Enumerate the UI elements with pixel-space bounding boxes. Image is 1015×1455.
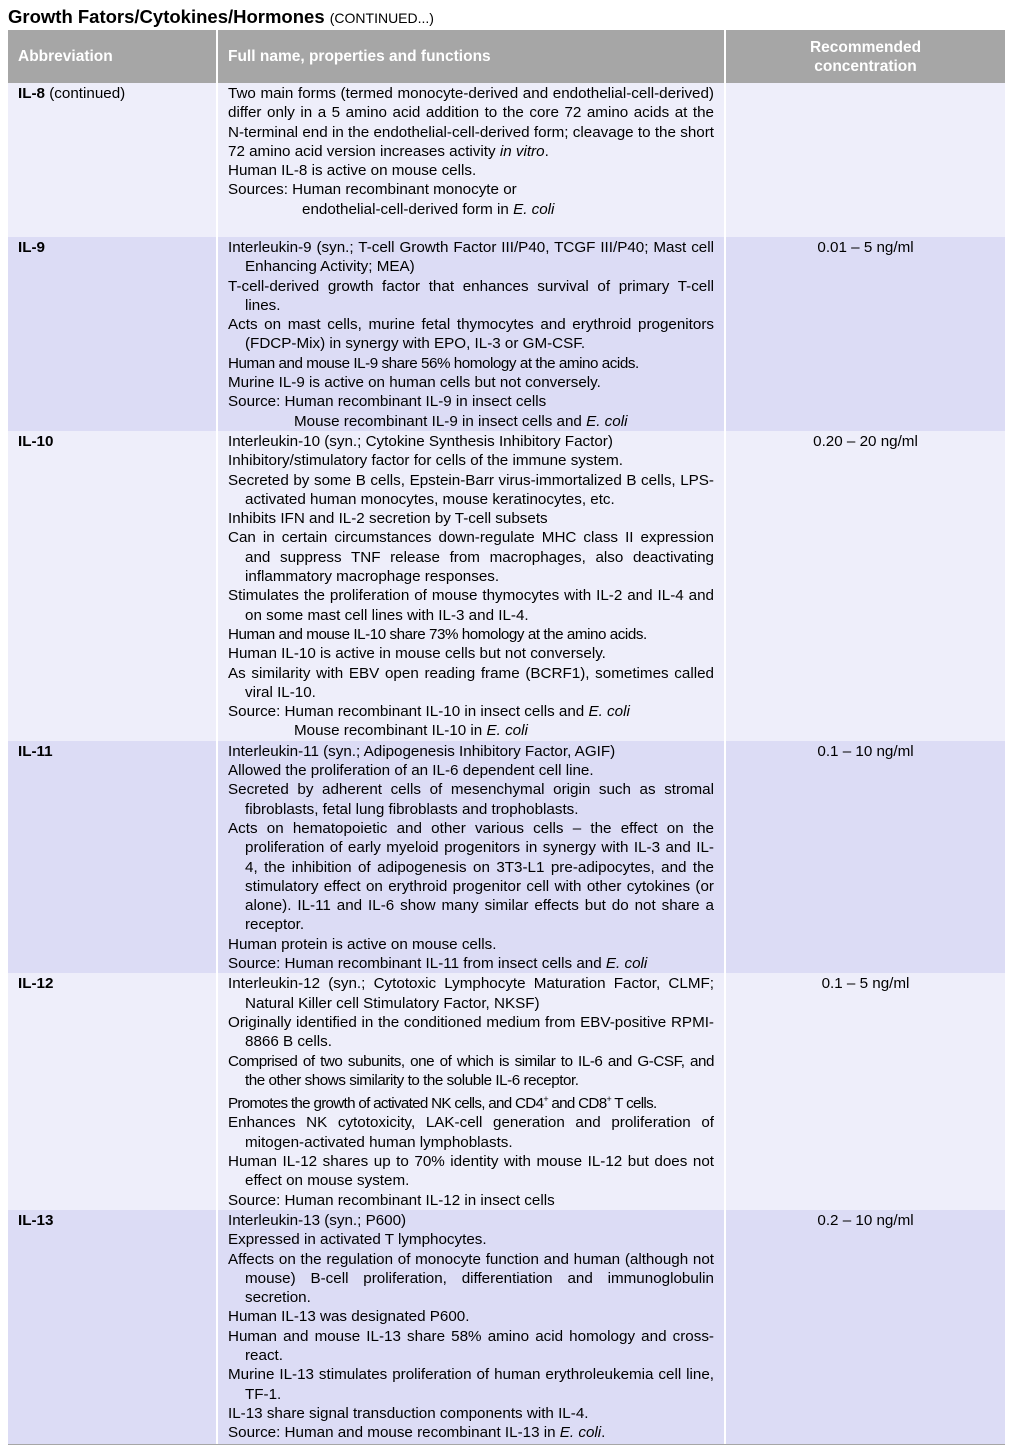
- concentration-cell: [725, 83, 1005, 237]
- description-cell: Interleukin-9 (syn.; T-cell Growth Factor III/P40, TCGF III/P40; Mast cell Enhancing Activity; MEA) T-cell-derived growth factor that enhances survival of primary T-cell lines. Acts on mast cells, murine fetal thymocytes and erythroid progenitors (FDCP-Mix) in synergy with EPO, IL-3 or GM-CSF. Human and mouse IL-9 share 56% homology at the amino acids. Murine IL-9 is active on human cells but not conversely. Source: Human recombinant IL-9 in insect cells Mouse recombinant IL-9 in insect cells and E. coli: [217, 237, 725, 431]
- table-row: [8, 431, 1005, 741]
- abbreviation-cell: IL-12: [8, 973, 217, 1210]
- description-cell: Interleukin-12 (syn.; Cytotoxic Lymphocyte Maturation Factor, CLMF; Natural Killer cell Stimulatory Factor, NKSF) Originally identified in the conditioned medium from EBV-positive RPMI-8866 B cells. Comprised of two subunits, one of which is similar to IL-6 and G-CSF, and the other shows similarity to the soluble IL-6 receptor. Promotes the growth of activated NK cells, and CD4+ and CD8+ T cells. Enhances NK cytotoxicity, LAK-cell generation and proliferation of mitogen-activated human lymphoblasts. Human IL-12 shares up to 70% identity with mouse IL-12 but does not effect on mouse system. Source: Human recombinant IL-12 in insect cells: [217, 973, 725, 1210]
- page-title: Growth Fators/Cytokines/Hormones: [8, 6, 325, 27]
- table-row: [8, 83, 1005, 237]
- description-cell: Interleukin-11 (syn.; Adipogenesis Inhibitory Factor, AGIF) Allowed the proliferation of an IL-6 dependent cell line. Secreted by adherent cells of mesenchymal origin such as stromal fibroblasts, fetal lung fibroblasts and trophoblasts. Acts on hematopoietic and other various cells – the effect on the proliferation of early myeloid progenitors in synergy with IL-3 and IL-4, the inhibition of adipogenesis on 3T3-L1 pre-adipocytes, and the stimulatory effect on erythroid progenitor cell with other cytokines (or alone). IL-11 and IL-6 show many similar effects but do not share a receptor. Human protein is active on mouse cells. Source: Human recombinant IL-11 from insect cells and E. coli: [217, 741, 725, 974]
- page-subtitle: (CONTINUED...): [329, 10, 434, 26]
- table-header-row: [8, 30, 1005, 83]
- header-abbreviation: Abbreviation: [8, 30, 217, 83]
- table-row: [8, 741, 1005, 974]
- description-cell: Interleukin-13 (syn.; P600) Expressed in activated T lymphocytes. Affects on the regulation of monocyte function and human (although not mouse) B-cell proliferation, differentiation and immunoglobulin secretion. Human IL-13 was designated P600. Human and mouse IL-13 share 58% amino acid homology and cross-react. Murine IL-13 stimulates proliferation of human erythroleukemia cell line, TF-1. IL-13 share signal transduction components with IL-4. Source: Human and mouse recombinant IL-13 in E. coli.: [217, 1210, 725, 1444]
- abbreviation-cell: IL-9: [8, 237, 217, 431]
- header-recommended-concentration: Recommended concentration: [725, 30, 1005, 83]
- bottom-divider: [8, 1444, 1005, 1445]
- abbreviation-cell: IL-13: [8, 1210, 217, 1444]
- concentration-cell: 0.01 – 5 ng/ml: [725, 237, 1005, 431]
- concentration-cell: 0.2 – 10 ng/ml: [725, 1210, 1005, 1444]
- page-heading: [8, 6, 434, 28]
- table-row: [8, 237, 1005, 431]
- concentration-cell: 0.20 – 20 ng/ml: [725, 431, 1005, 741]
- concentration-cell: 0.1 – 10 ng/ml: [725, 741, 1005, 974]
- description-cell: Two main forms (termed monocyte-derived and endothelial-cell-derived) differ only in a 5 amino acid addition to the core 72 amino acids at the N-terminal end in the endothelial-cell-derived form; cleavage to the short 72 amino acid version increases activity in vitro. Human IL-8 is active on mouse cells. Sources: Human recombinant monocyte or endothelial-cell-derived form in E. coli: [217, 83, 725, 237]
- concentration-cell: 0.1 – 5 ng/ml: [725, 973, 1005, 1210]
- abbreviation-cell: IL-10: [8, 431, 217, 741]
- abbreviation-cell: IL-11: [8, 741, 217, 974]
- table-row: [8, 973, 1005, 1210]
- abbreviation-cell: IL-8 (continued): [8, 83, 217, 237]
- cytokine-table: [8, 30, 1005, 1444]
- header-full-name: Full name, properties and functions: [217, 30, 725, 83]
- table-row: [8, 1210, 1005, 1444]
- description-cell: Interleukin-10 (syn.; Cytokine Synthesis Inhibitory Factor) Inhibitory/stimulatory factor for cells of the immune system. Secreted by some B cells, Epstein-Barr virus-immortalized B cells, LPS-activated human monocytes, mouse keratinocytes, etc. Inhibits IFN and IL-2 secretion by T-cell subsets Can in certain circumstances down-regulate MHC class II expression and suppress TNF release from macrophages, also deactivating inflammatory macrophage responses. Stimulates the proliferation of mouse thymocytes with IL-2 and IL-4 and on some mast cell lines with IL-3 and IL-4. Human and mouse IL-10 share 73% homology at the amino acids. Human IL-10 is active in mouse cells but not conversely. As similarity with EBV open reading frame (BCRF1), sometimes called viral IL-10. Source: Human recombinant IL-10 in insect cells and E. coli Mouse recombinant IL-10 in E. coli: [217, 431, 725, 741]
